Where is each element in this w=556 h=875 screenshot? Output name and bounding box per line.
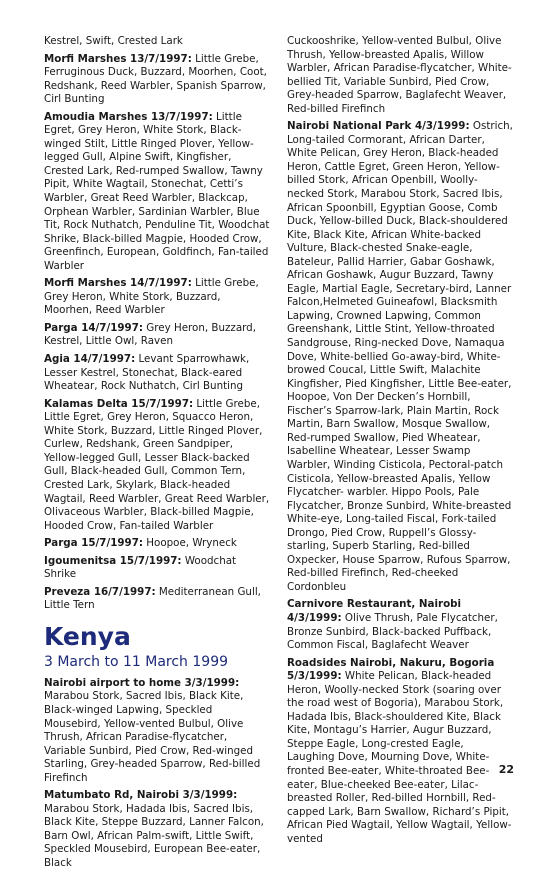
entry-location-date: Morfi Marshes 13/7/1997:	[44, 52, 192, 65]
chapter-heading	[44, 623, 270, 671]
entry-location-date: Matumbato Rd, Nairobi 3/3/1999:	[44, 789, 238, 802]
sighting-entry	[287, 120, 513, 594]
sighting-entry	[44, 277, 270, 318]
entry-species: Ostrich, Long-tailed Cormorant, African Darter, White Pelican, Grey Heron, Black-headed Heron, Cattle Egret, Green Heron, Yellow-billed Stork, African Openbill, Woolly-necked Stork, Marabou Stork, Sacred Ibis, African Spoonbill, Egyptian Goose, Comb Duck, Yellow-billed Duck, Black-shouldered Kite, Black Kite, African White-backed Vulture, Black-chested Snake-eagle, Bateleur, Pallid Harrier, Gabar Goshawk, African Goshawk, Augur Buzzard, Tawny Eagle, Martial Eagle, Secretary-bird, Lanner Falcon,Helmeted Guineafowl, Blacksmith Lapwing, Crowned Lapwing, Common Greenshank, Little Stint, Yellow-throated Sandgrouse, Ring-necked Dove, Namaqua Dove, White-bellied Go-away-bird, White-browed Coucal, Little Swift, Malachite Kingfisher, Pied Kingfisher, Little Bee-eater, Hoopoe, Von Der Decken’s Hornbill, Fischer’s Sparrow-lark, Plain Martin, Rock Martin, Barn Swallow, Mosque Swallow, Red-rumped Swallow, Pied Wheatear, Isabelline Wheatear, Lesser Swamp Warbler, Winding Cisticola, Pectoral-patch Cisticola, Yellow-breasted Apalis, Yellow Flycatcher- warbler. Hippo Pools, Pale Flycatcher, Bronze Sunbird, White-breasted White-eye, Long-tailed Fiscal, Fork-tailed Drongo, Pied Crow, Ruppell’s Glossy-starling, Superb Starling, Red-billed Oxpecker, House Sparrow, Rufous Sparrow, Red-billed Firefinch, Red-cheeked Cordonbleu	[287, 120, 513, 593]
entry-species: Woodchat Shrike	[44, 554, 237, 581]
sighting-entry	[44, 322, 270, 349]
entry-location-date: Nairobi airport to home 3/3/1999:	[44, 676, 240, 689]
entry-species: Marabou Stork, Sacred Ibis, Black Kite, Black-winged Lapwing, Speckled Mousebird, Yellow-vented Bulbul, Olive Thrush, African Paradise-flycatcher, Variable Sunbird, Pied Crow, Red-winged Starling, Grey-headed Sparrow, Red-billed Firefinch	[44, 690, 261, 784]
entry-species: Mediterranean Gull, Little Tern	[44, 585, 261, 612]
sighting-entry	[44, 537, 270, 551]
entry-location-date: Agia 14/7/1997:	[44, 353, 136, 366]
entry-location-date: Parga 14/7/1997:	[44, 321, 143, 334]
chapter-title: Kenya	[44, 621, 131, 651]
page-number: 22	[498, 763, 514, 776]
sighting-entry	[44, 789, 270, 870]
left-entries-after	[44, 677, 270, 871]
entry-location-date: Morfi Marshes 14/7/1997:	[44, 277, 192, 290]
entry-species: Little Egret, Grey Heron, White Stork, Black-winged Stilt, Little Ringed Plover, Yellow-legged Gull, Alpine Swift, Kingfisher, Crested Lark, Red-rumped Swallow, Tawny Pipit, White Wagtail, Stonechat, Cetti’s Warbler, Great Reed Warbler, Blackcap, Orphean Warbler, Sardinian Warbler, Blue Tit, Rock Nuthatch, Penduline Tit, Woodchat Shrike, Black-billed Magpie, Hooded Crow, Greenfinch, European, Goldfinch, Fan-tailed Warbler	[44, 110, 270, 272]
entry-species: Olive Thrush, Pale Flycatcher, Bronze Sunbird, Black-backed Puffback, Common Fiscal, Baglafecht Weaver	[287, 611, 498, 652]
entry-species: Marabou Stork, Hadada Ibis, Sacred Ibis, Black Kite, Steppe Buzzard, Lanner Falcon, Barn Owl, African Palm-swift, Little Swift, Speckled Mousebird, European Bee-eater, Black	[44, 802, 264, 869]
sighting-entry	[44, 398, 270, 533]
right-entries	[287, 35, 513, 846]
sighting-entry	[44, 111, 270, 274]
entry-species: Little Grebe, Little Egret, Grey Heron, Squacco Heron, White Stork, Buzzard, Little Ringed Plover, Curlew, Redshank, Green Sandpiper, Yellow-legged Gull, Lesser Black-backed Gull, Black-headed Gull, Common Tern, Crested Lark, Skylark, Black-headed Wagtail, Reed Warbler, Great Reed Warbler, Olivaceous Warbler, Black-billed Magpie, Hooded Crow, Fan-tailed Warbler	[44, 397, 270, 532]
sighting-entry	[287, 35, 513, 116]
entry-location-date: Preveza 16/7/1997:	[44, 585, 156, 598]
entry-species: White Pelican, Black-headed Heron, Woolly-necked Stork (soaring over the road west of Bogoria), Marabou Stork, Hadada Ibis, Black-shouldered Kite, Black Kite, Montagu’s Harrier, Augur Buzzard, Steppe Eagle, Long-crested Eagle, Laughing Dove, Mourning Dove, White-fronted Bee-eater, White-throated Bee-eater, Blue-cheeked Bee-eater, Lilac-breasted Roller, Red-billed Hornbill, Red-capped Lark, Barn Swallow, Richard’s Pipit, African Pied Wagtail, Yellow Wagtail, Yellow-vented	[287, 670, 512, 845]
sighting-entry	[44, 586, 270, 613]
entry-species: Hoopoe, Wryneck	[143, 537, 237, 550]
left-entries	[44, 35, 270, 613]
entry-location-date: Parga 15/7/1997:	[44, 537, 143, 550]
entry-species: Levant Sparrowhawk, Lesser Kestrel, Stonechat, Black-eared Wheatear, Rock Nuthatch, Cirl Bunting	[44, 353, 250, 393]
right-column	[287, 35, 513, 850]
entry-species: Grey Heron, Buzzard, Kestrel, Little Owl, Raven	[44, 321, 256, 348]
sighting-entry	[44, 53, 270, 107]
entry-location-date: Nairobi National Park 4/3/1999:	[287, 120, 470, 133]
entry-location-date: Kalamas Delta 15/7/1997:	[44, 397, 194, 410]
entry-species: Little Grebe, Grey Heron, White Stork, Buzzard, Moorhen, Reed Warbler	[44, 277, 259, 317]
left-column	[44, 35, 270, 875]
entry-location-date: Igoumenitsa 15/7/1997:	[44, 554, 182, 567]
entry-species: Kestrel, Swift, Crested Lark	[44, 35, 183, 47]
entry-location-date: Carnivore Restaurant, Nairobi 4/3/1999:	[287, 598, 462, 624]
entry-location-date: Roadsides Nairobi, Nakuru, Bogoria 5/3/1999:	[287, 656, 495, 683]
chapter-subtitle: 3 March to 11 March 1999	[44, 653, 229, 670]
sighting-entry	[44, 677, 270, 785]
sighting-entry	[287, 598, 513, 652]
sighting-entry	[44, 555, 270, 582]
entry-species: Little Grebe, Ferruginous Duck, Buzzard, Moorhen, Coot, Redshank, Reed Warbler, Spanish Sparrow, Cirl Bunting	[44, 52, 267, 106]
entry-location-date: Amoudia Marshes 13/7/1997:	[44, 110, 213, 123]
entry-species: Cuckooshrike, Yellow-vented Bulbul, Olive Thrush, Yellow-breasted Apalis, Willow Warbler, African Paradise-flycatcher, White-bellied Tit, Variable Sunbird, Pied Crow, Grey-headed Sparrow, Baglafecht Weaver, Red-billed Firefinch	[287, 35, 512, 115]
sighting-entry	[44, 353, 270, 394]
sighting-entry	[287, 657, 513, 847]
sighting-entry	[44, 35, 270, 49]
